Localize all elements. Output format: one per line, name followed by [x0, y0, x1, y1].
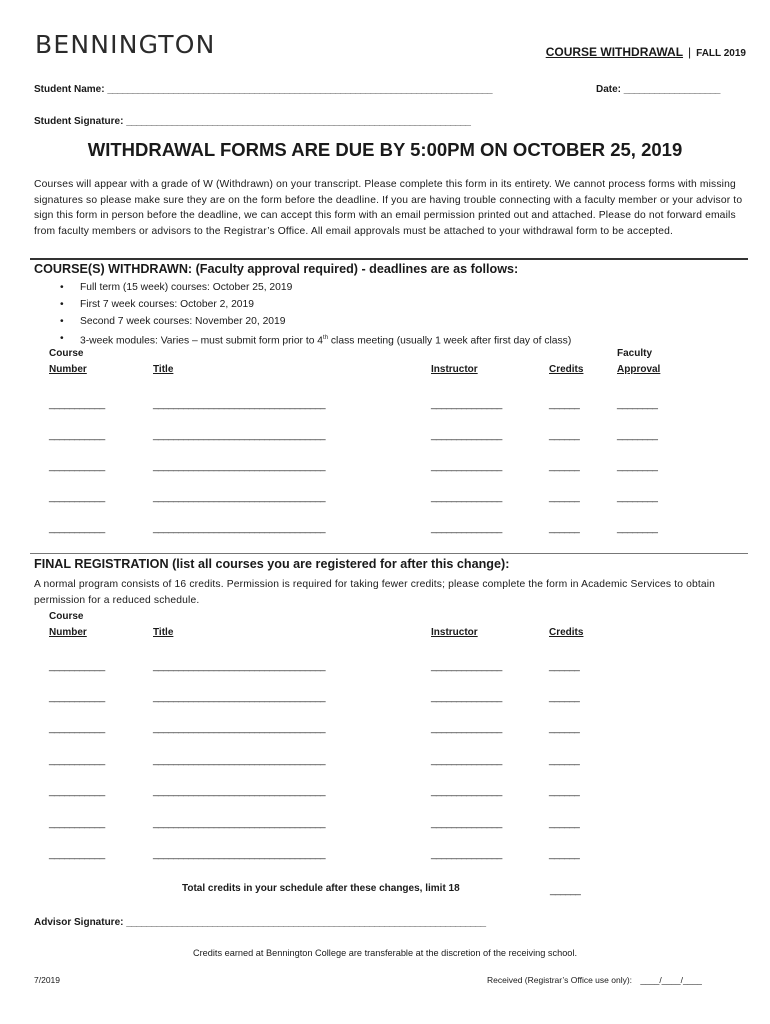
faculty-approval-blank[interactable]: ________: [617, 430, 658, 441]
instructor-blank[interactable]: ______________: [431, 430, 502, 441]
course-number-blank[interactable]: ___________: [49, 755, 105, 766]
instructor-blank[interactable]: ______________: [431, 755, 502, 766]
final-section-text: A normal program consists of 16 credits. Permission is required for taking fewer credits; please complete the form in Academic Services to obtain permission for a reduced schedule.: [34, 579, 716, 606]
course-title-blank[interactable]: __________________________________: [153, 661, 326, 672]
received-label: Received (Registrar’s Office use only):: [487, 975, 633, 985]
form-term: FALL 2019: [696, 48, 746, 59]
registrar-received: [487, 975, 702, 985]
deadline-item: • Second 7 week courses: November 20, 2019: [60, 313, 571, 330]
transfer-note: Credits earned at Bennington College are transferable at the discretion of the receiving school.: [192, 948, 578, 958]
course-title-blank[interactable]: __________________________________: [153, 492, 326, 503]
deadline-item: • Full term (15 week) courses: October 25, 2019: [60, 279, 571, 296]
course-title-blank[interactable]: __________________________________: [153, 723, 326, 734]
instructor-blank[interactable]: ______________: [431, 849, 502, 860]
college-logo: BENNINGTON: [35, 30, 216, 59]
credits-blank[interactable]: ______: [549, 461, 580, 472]
course-title-blank[interactable]: __________________________________: [153, 430, 326, 441]
instructor-blank[interactable]: ______________: [431, 461, 502, 472]
credits-blank[interactable]: ______: [549, 399, 580, 410]
column-instructor: Instructor: [431, 364, 478, 375]
course-title-blank[interactable]: __________________________________: [153, 755, 326, 766]
received-date-blank[interactable]: ____/____/____: [640, 975, 702, 985]
deadline-item-text: class meeting (usually 1 week after first day of class): [328, 335, 572, 347]
faculty-approval-blank[interactable]: ________: [617, 461, 658, 472]
column-course-top: Course: [49, 611, 84, 622]
credits-blank[interactable]: ______: [549, 818, 580, 829]
faculty-approval-blank[interactable]: ________: [617, 523, 658, 534]
section-divider: [30, 258, 748, 260]
course-number-blank[interactable]: ___________: [49, 661, 105, 672]
course-title-blank[interactable]: __________________________________: [153, 399, 326, 410]
column-credits: Credits: [549, 627, 584, 638]
column-number: Number: [49, 627, 87, 638]
course-number-blank[interactable]: ___________: [49, 523, 105, 534]
final-section-heading: FINAL REGISTRATION (list all courses you are registered for after this change):: [34, 557, 510, 571]
course-number-blank[interactable]: ___________: [49, 692, 105, 703]
course-title-blank[interactable]: __________________________________: [153, 786, 326, 797]
student-signature-blank[interactable]: ____________________________________________________________________: [126, 116, 471, 127]
course-title-blank[interactable]: __________________________________: [153, 849, 326, 860]
course-title-blank[interactable]: __________________________________: [153, 818, 326, 829]
advisor-signature-field[interactable]: [34, 917, 486, 928]
advisor-signature-label: Advisor Signature:: [34, 917, 124, 928]
instructor-blank[interactable]: ______________: [431, 723, 502, 734]
credits-blank[interactable]: ______: [549, 692, 580, 703]
course-title-blank[interactable]: __________________________________: [153, 461, 326, 472]
course-number-blank[interactable]: ___________: [49, 430, 105, 441]
credits-blank[interactable]: ______: [549, 849, 580, 860]
form-version: 7/2019: [34, 975, 60, 985]
instructor-blank[interactable]: ______________: [431, 399, 502, 410]
course-title-blank[interactable]: __________________________________: [153, 692, 326, 703]
form-title-text: COURSE WITHDRAWAL: [545, 45, 684, 59]
instructor-blank[interactable]: ______________: [431, 492, 502, 503]
course-title-blank[interactable]: __________________________________: [153, 523, 326, 534]
date-field[interactable]: [596, 84, 720, 95]
form-title: [546, 45, 746, 59]
credits-blank[interactable]: ______: [549, 755, 580, 766]
deadlines-list: [60, 279, 571, 349]
column-number: Number: [49, 364, 87, 375]
column-title: Title: [153, 627, 174, 638]
student-name-label: Student Name:: [34, 84, 105, 95]
withdrawn-section-heading: COURSE(S) WITHDRAWN: (Faculty approval required) - deadlines are as follows:: [34, 262, 519, 276]
date-blank[interactable]: ___________________: [623, 84, 720, 95]
faculty-approval-blank[interactable]: ________: [617, 492, 658, 503]
total-credits-blank[interactable]: ______: [550, 885, 581, 896]
instructor-blank[interactable]: ______________: [431, 692, 502, 703]
column-credits: Credits: [549, 364, 584, 375]
course-number-blank[interactable]: ___________: [49, 786, 105, 797]
column-course-top: Course: [49, 348, 84, 359]
credits-blank[interactable]: ______: [549, 523, 580, 534]
student-name-field[interactable]: [34, 84, 492, 95]
column-approval: Approval: [617, 364, 661, 375]
course-number-blank[interactable]: ___________: [49, 849, 105, 860]
credits-blank[interactable]: ______: [549, 786, 580, 797]
credits-blank[interactable]: ______: [549, 492, 580, 503]
instructor-blank[interactable]: ______________: [431, 818, 502, 829]
ordinal-suffix: th: [323, 335, 329, 341]
student-signature-field[interactable]: [34, 116, 470, 127]
deadline-item-text: 3-week modules: Varies – must submit form prior to 4: [80, 335, 324, 347]
student-signature-label: Student Signature:: [34, 116, 124, 127]
column-instructor: Instructor: [431, 627, 478, 638]
instructor-blank[interactable]: ______________: [431, 786, 502, 797]
deadline-item: [60, 330, 571, 349]
intro-paragraph: Courses will appear with a grade of W (Withdrawn) on your transcript. Please complete this form in its entirety. We cannot process forms with missing signatures so please make sure they are on the form before the deadline. If you are having trouble connecting with a faculty member or your advisor to sign this form in person before the deadline, we can accept this form with an email permission printed out and attached. Please do not forward emails from faculty members or advisors to the Registrar’s Office. All email approvals must be attached to your withdrawal form to be accepted.: [34, 179, 743, 237]
course-number-blank[interactable]: ___________: [49, 492, 105, 503]
section-divider: [30, 553, 748, 554]
course-number-blank[interactable]: ___________: [49, 723, 105, 734]
instructor-blank[interactable]: ______________: [431, 523, 502, 534]
title-separator: |: [688, 45, 692, 59]
advisor-signature-blank[interactable]: _______________________________________________________________________: [126, 917, 486, 928]
deadline-heading: WITHDRAWAL FORMS ARE DUE BY 5:00PM ON OCTOBER 25, 2019: [87, 139, 683, 160]
credits-blank[interactable]: ______: [549, 723, 580, 734]
date-label: Date:: [596, 84, 622, 95]
course-number-blank[interactable]: ___________: [49, 461, 105, 472]
column-title: Title: [153, 364, 174, 375]
course-number-blank[interactable]: ___________: [49, 399, 105, 410]
credits-blank[interactable]: ______: [549, 661, 580, 672]
credits-blank[interactable]: ______: [549, 430, 580, 441]
course-number-blank[interactable]: ___________: [49, 818, 105, 829]
faculty-approval-blank[interactable]: ________: [617, 399, 658, 410]
student-name-blank[interactable]: ____________________________________________________________________________: [107, 84, 493, 95]
instructor-blank[interactable]: ______________: [431, 661, 502, 672]
total-credits-label: Total credits in your schedule after these changes, limit 18: [182, 883, 460, 894]
deadline-item: • First 7 week courses: October 2, 2019: [60, 296, 571, 313]
column-faculty-top: Faculty: [617, 348, 653, 359]
